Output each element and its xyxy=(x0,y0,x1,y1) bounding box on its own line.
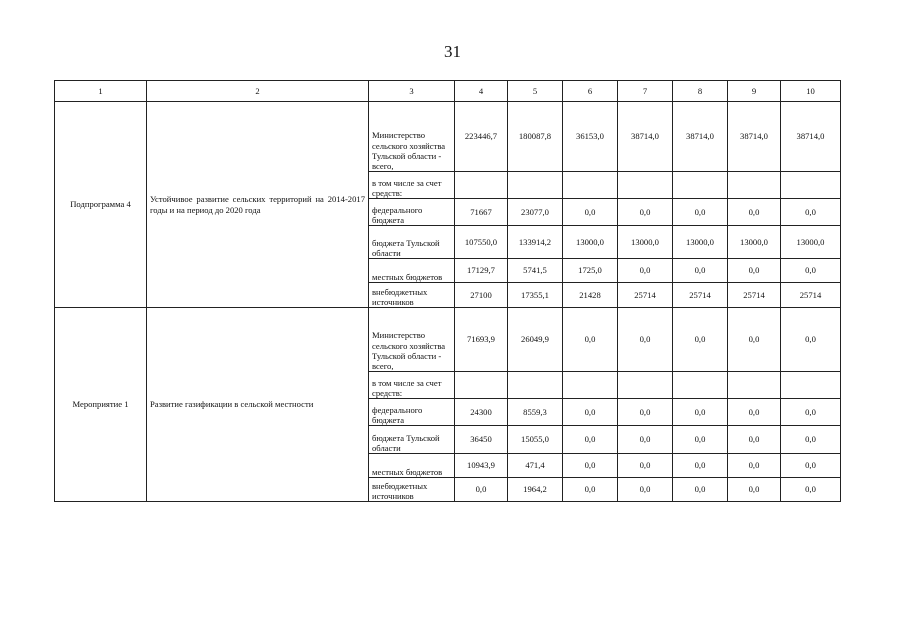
funding-source xyxy=(369,399,455,426)
section-title-text: Развитие газификации в сельской местности xyxy=(150,399,314,410)
page-number: 31 xyxy=(444,42,461,61)
funding-source-label: Министерство сельского хозяйства Тульской области - всего, xyxy=(372,130,446,171)
amount-cell: 13000,0 xyxy=(563,226,618,259)
amount-cell xyxy=(563,172,618,199)
column-number: 7 xyxy=(618,81,673,102)
amount-cell: 223446,7 xyxy=(455,102,508,172)
amount-cell: 0,0 xyxy=(563,399,618,426)
amount-cell: 0,0 xyxy=(563,478,618,502)
funding-source-label: в том числе за счет средств: xyxy=(372,177,442,198)
column-number: 4 xyxy=(455,81,508,102)
column-number: 2 xyxy=(147,81,369,102)
funding-source-label: местных бюджетов xyxy=(372,466,443,477)
amount-cell: 180087,8 xyxy=(508,102,563,172)
amount-cell: 0,0 xyxy=(728,426,781,454)
amount-cell: 0,0 xyxy=(781,478,841,502)
amount-cell: 0,0 xyxy=(673,259,728,283)
amount-cell: 13000,0 xyxy=(673,226,728,259)
amount-cell: 0,0 xyxy=(781,199,841,226)
funding-source xyxy=(369,454,455,478)
amount-cell: 471,4 xyxy=(508,454,563,478)
amount-cell xyxy=(673,372,728,399)
amount-cell xyxy=(728,372,781,399)
amount-cell: 1725,0 xyxy=(563,259,618,283)
funding-source xyxy=(369,226,455,259)
funding-source-label: в том числе за счет средств: xyxy=(372,377,442,398)
column-number: 5 xyxy=(508,81,563,102)
funding-source-label: федерального бюджета xyxy=(372,204,423,225)
amount-cell: 133914,2 xyxy=(508,226,563,259)
funding-source xyxy=(369,372,455,399)
amount-cell: 0,0 xyxy=(455,478,508,502)
amount-cell: 0,0 xyxy=(563,454,618,478)
amount-cell: 0,0 xyxy=(781,259,841,283)
funding-source-label: федерального бюджета xyxy=(372,404,423,425)
amount-cell: 0,0 xyxy=(673,454,728,478)
funding-source-label: бюджета Тульской области xyxy=(372,432,440,453)
amount-cell: 0,0 xyxy=(563,199,618,226)
amount-cell: 0,0 xyxy=(728,308,781,372)
funding-source xyxy=(369,199,455,226)
amount-cell: 0,0 xyxy=(728,199,781,226)
funding-source-label: Министерство сельского хозяйства Тульской области - всего, xyxy=(372,330,446,371)
amount-cell xyxy=(508,172,563,199)
amount-cell: 0,0 xyxy=(563,426,618,454)
column-number: 9 xyxy=(728,81,781,102)
amount-cell: 36450 xyxy=(455,426,508,454)
amount-cell: 0,0 xyxy=(673,478,728,502)
amount-cell: 15055,0 xyxy=(508,426,563,454)
amount-cell: 0,0 xyxy=(781,399,841,426)
column-number-row xyxy=(55,81,841,102)
budget-table xyxy=(54,80,841,502)
amount-cell: 71693,9 xyxy=(455,308,508,372)
table-row xyxy=(55,308,841,372)
amount-cell: 0,0 xyxy=(673,426,728,454)
amount-cell: 25714 xyxy=(673,283,728,308)
amount-cell: 1964,2 xyxy=(508,478,563,502)
amount-cell xyxy=(455,172,508,199)
amount-cell xyxy=(563,372,618,399)
amount-cell: 38714,0 xyxy=(673,102,728,172)
amount-cell: 25714 xyxy=(781,283,841,308)
amount-cell: 38714,0 xyxy=(781,102,841,172)
section-title xyxy=(147,308,369,502)
amount-cell xyxy=(728,172,781,199)
funding-source xyxy=(369,308,455,372)
amount-cell: 13000,0 xyxy=(618,226,673,259)
section-title-text: Устойчивое развитие сельских территорий на 2014-2017 годы и на период до 2020 года xyxy=(150,194,365,215)
amount-cell: 0,0 xyxy=(728,454,781,478)
amount-cell xyxy=(618,372,673,399)
amount-cell: 13000,0 xyxy=(781,226,841,259)
amount-cell: 26049,9 xyxy=(508,308,563,372)
column-number: 8 xyxy=(673,81,728,102)
amount-cell: 0,0 xyxy=(673,308,728,372)
amount-cell: 71667 xyxy=(455,199,508,226)
funding-source-label: внебюджетных источников xyxy=(372,286,428,307)
funding-source xyxy=(369,259,455,283)
funding-source xyxy=(369,172,455,199)
amount-cell: 24300 xyxy=(455,399,508,426)
amount-cell xyxy=(508,372,563,399)
amount-cell: 0,0 xyxy=(673,199,728,226)
funding-source xyxy=(369,283,455,308)
amount-cell: 107550,0 xyxy=(455,226,508,259)
amount-cell: 8559,3 xyxy=(508,399,563,426)
funding-source xyxy=(369,478,455,502)
table-row xyxy=(55,102,841,172)
amount-cell: 21428 xyxy=(563,283,618,308)
amount-cell: 0,0 xyxy=(618,199,673,226)
amount-cell: 25714 xyxy=(618,283,673,308)
section-name: Подпрограмма 4 xyxy=(55,102,147,308)
amount-cell: 0,0 xyxy=(618,426,673,454)
amount-cell: 10943,9 xyxy=(455,454,508,478)
amount-cell xyxy=(781,172,841,199)
amount-cell: 5741,5 xyxy=(508,259,563,283)
section-title xyxy=(147,102,369,308)
amount-cell xyxy=(781,372,841,399)
funding-source-label: бюджета Тульской области xyxy=(372,237,440,258)
funding-source-label: внебюджетных источников xyxy=(372,480,428,501)
amount-cell: 38714,0 xyxy=(618,102,673,172)
column-number: 6 xyxy=(563,81,618,102)
amount-cell: 0,0 xyxy=(618,399,673,426)
amount-cell: 0,0 xyxy=(563,308,618,372)
amount-cell: 17129,7 xyxy=(455,259,508,283)
amount-cell: 38714,0 xyxy=(728,102,781,172)
amount-cell: 0,0 xyxy=(618,478,673,502)
amount-cell: 0,0 xyxy=(728,399,781,426)
section-name: Мероприятие 1 xyxy=(55,308,147,502)
column-number: 3 xyxy=(369,81,455,102)
column-number: 1 xyxy=(55,81,147,102)
amount-cell xyxy=(673,172,728,199)
column-number: 10 xyxy=(781,81,841,102)
amount-cell: 0,0 xyxy=(673,399,728,426)
amount-cell: 17355,1 xyxy=(508,283,563,308)
amount-cell: 0,0 xyxy=(618,259,673,283)
amount-cell: 0,0 xyxy=(781,308,841,372)
amount-cell: 0,0 xyxy=(728,478,781,502)
amount-cell: 0,0 xyxy=(618,308,673,372)
amount-cell: 13000,0 xyxy=(728,226,781,259)
amount-cell xyxy=(455,372,508,399)
amount-cell: 25714 xyxy=(728,283,781,308)
amount-cell: 0,0 xyxy=(781,426,841,454)
funding-source-label: местных бюджетов xyxy=(372,271,443,282)
amount-cell: 0,0 xyxy=(618,454,673,478)
amount-cell: 27100 xyxy=(455,283,508,308)
amount-cell xyxy=(618,172,673,199)
funding-source xyxy=(369,102,455,172)
amount-cell: 0,0 xyxy=(728,259,781,283)
funding-source xyxy=(369,426,455,454)
amount-cell: 23077,0 xyxy=(508,199,563,226)
amount-cell: 0,0 xyxy=(781,454,841,478)
amount-cell: 36153,0 xyxy=(563,102,618,172)
